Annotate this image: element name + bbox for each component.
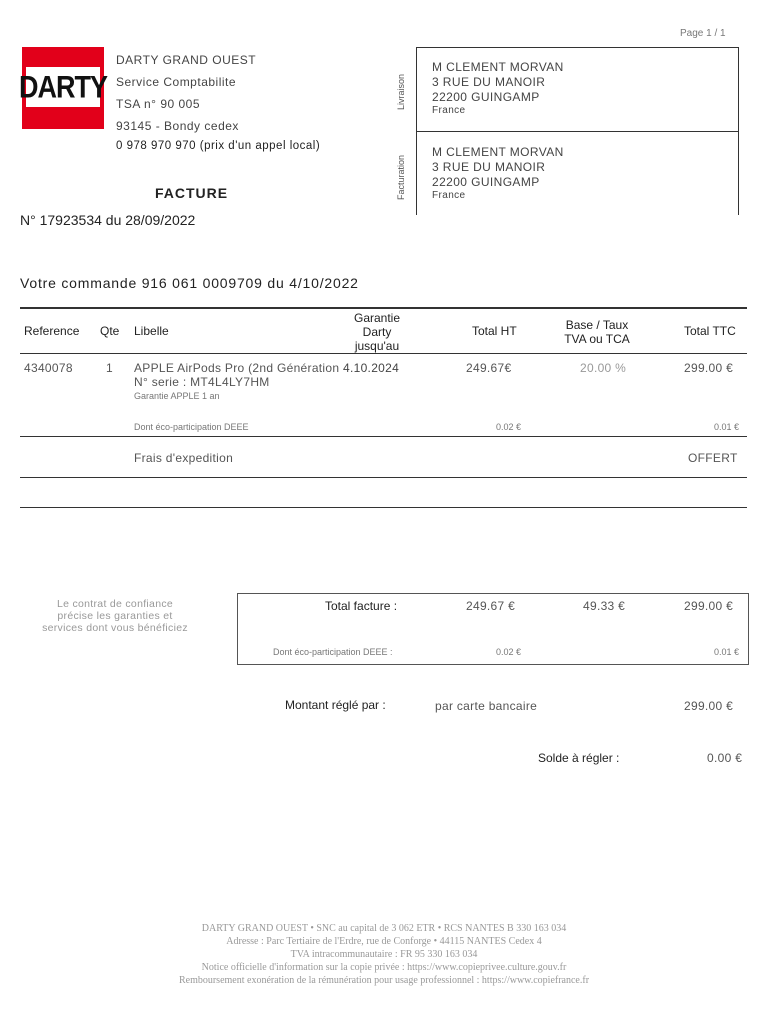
company-city: 93145 - Bondy cedex	[116, 119, 239, 133]
header-total-ttc: Total TTC	[684, 324, 736, 338]
row-qte: 1	[106, 361, 113, 375]
header-reference: Reference	[24, 324, 80, 338]
footer-line-1: DARTY GRAND OUEST • SNC au capital de 3 062 ETR • RCS NANTES B 330 163 034	[201, 923, 567, 934]
company-service: Service Comptabilite	[116, 75, 237, 89]
facturation-name: M CLEMENT MORVAN	[432, 145, 564, 159]
company-tsa: TSA n° 90 005	[116, 97, 201, 111]
company-phone: 0 978 970 970 (prix d'un appel local)	[116, 140, 321, 152]
confiance-line-1: Le contrat de confiance	[56, 598, 174, 610]
total-facture-label: Total facture :	[325, 599, 398, 613]
header-qte: Qte	[100, 324, 120, 338]
order-reference: Votre commande 916 061 0009709 du 4/10/2022	[20, 275, 359, 291]
shipping-value: OFFERT	[688, 451, 738, 465]
total-facture-ttc: 299.00 €	[684, 599, 734, 613]
payment-method: par carte bancaire	[435, 699, 538, 713]
table-line-2	[20, 436, 747, 437]
livraison-label: Livraison	[396, 73, 406, 110]
header-tva-tca: TVA ou TCA	[564, 332, 630, 346]
facturation-city: 22200 GUINGAMP	[432, 175, 540, 189]
total-eco-ttc: 0.01 €	[714, 647, 740, 657]
header-garantie-3: jusqu'au	[354, 339, 400, 353]
darty-logo	[19, 47, 107, 129]
total-facture-tva: 49.33 €	[583, 599, 626, 613]
row-garantie: 4.10.2024	[343, 361, 400, 375]
livraison-city: 22200 GUINGAMP	[432, 90, 540, 104]
footer-line-2: Adresse : Parc Tertiaire de l'Erdre, rue de Conforge • 44115 NANTES Cedex 4	[226, 936, 542, 947]
confiance-line-3: services dont vous bénéficiez	[42, 622, 188, 634]
header-garantie-2: Darty	[362, 325, 392, 339]
row-total-ht: 249.67€	[466, 361, 512, 375]
address-box-left-1	[416, 47, 417, 132]
legal-footer	[0, 922, 768, 987]
livraison-name: M CLEMENT MORVAN	[432, 60, 564, 74]
facturation-country: France	[432, 190, 466, 201]
total-eco-label: Dont éco-participation DEEE :	[273, 647, 393, 657]
page-number: Page 1 / 1	[680, 28, 726, 39]
company-name: DARTY GRAND OUEST	[116, 53, 257, 67]
livraison-street: 3 RUE DU MANOIR	[432, 75, 546, 89]
header-total-ht: Total HT	[472, 324, 517, 338]
address-box-divider	[416, 131, 738, 132]
table-line-4	[20, 507, 747, 508]
payment-amount: 299.00 €	[684, 699, 734, 713]
eco-label: Dont éco-participation DEEE	[134, 422, 249, 432]
total-facture-ht: 249.67 €	[466, 599, 516, 613]
table-line-3	[20, 477, 747, 478]
header-base-taux: Base / Taux	[565, 318, 629, 332]
facturation-label: Facturation	[396, 154, 406, 200]
invoice-number: N° 17923534 du 28/09/2022	[20, 212, 196, 228]
row-reference: 4340078	[24, 361, 73, 375]
header-libelle: Libelle	[134, 324, 169, 338]
row-total-ttc: 299.00 €	[684, 361, 734, 375]
address-box-left-2	[416, 131, 417, 215]
confiance-text	[40, 598, 190, 634]
shipping-label: Frais d'expedition	[134, 451, 234, 465]
address-box-top	[416, 47, 738, 48]
solde-label: Solde à régler :	[538, 751, 620, 765]
eco-ttc: 0.01 €	[714, 422, 740, 432]
row-taux: 20.00 %	[580, 361, 627, 375]
address-box-right	[738, 47, 739, 215]
footer-line-4: Notice officielle d'information sur la copie privée : https://www.copieprivee.culture.gouv.fr	[201, 962, 567, 973]
eco-ht: 0.02 €	[496, 422, 522, 432]
livraison-country: France	[432, 105, 466, 116]
footer-line-3: TVA intracommunautaire : FR 95 330 163 034	[290, 949, 478, 960]
solde-amount: 0.00 €	[707, 751, 743, 765]
facturation-street: 3 RUE DU MANOIR	[432, 160, 546, 174]
invoice-title: FACTURE	[155, 185, 229, 201]
footer-line-5: Remboursement exonération de la rémunération pour usage professionnel : https://www.copiefrance.fr	[178, 975, 590, 986]
total-eco-ht: 0.02 €	[496, 647, 522, 657]
logo-text: DARTY	[19, 69, 107, 104]
confiance-line-2: précise les garanties et	[57, 610, 173, 622]
table-top-line	[20, 307, 747, 309]
table-header-line	[20, 353, 747, 354]
row-garantie-apple: Garantie APPLE 1 an	[134, 391, 220, 401]
row-libelle: APPLE AirPods Pro (2nd Génération	[134, 361, 340, 375]
header-garantie-1: Garantie	[353, 311, 401, 325]
row-serie: N° serie : MT4L4LY7HM	[134, 375, 270, 389]
payment-label: Montant réglé par :	[285, 698, 386, 712]
